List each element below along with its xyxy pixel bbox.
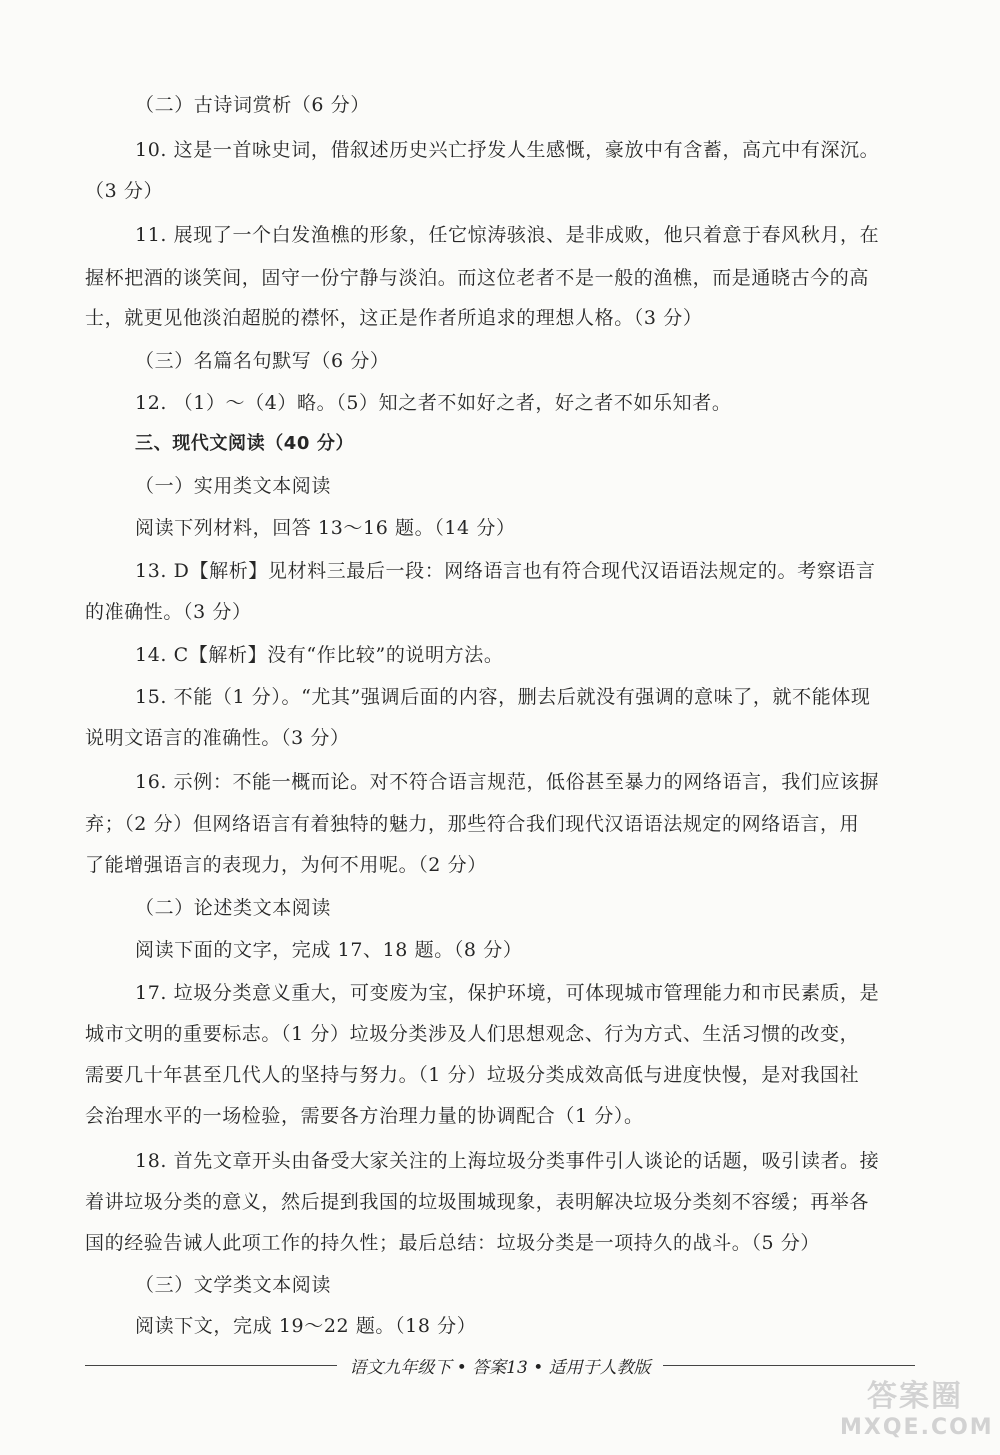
- page-footer: [85, 1352, 915, 1378]
- subsection-heading-dictation: （三）名篇名句默写（6 分）: [135, 350, 390, 372]
- answer-16-line-1: 16. 示例：不能一概而论。对不符合语言规范，低俗甚至暴力的网络语言，我们应该摒: [135, 771, 880, 793]
- section-heading-modern-reading: 三、现代文阅读（40 分）: [135, 433, 355, 454]
- subsection-heading-argumentative: （二）论述类文本阅读: [135, 897, 332, 919]
- answer-10-line-2: （3 分）: [85, 180, 164, 202]
- instruction-17-18: 阅读下面的文字，完成 17、18 题。（8 分）: [135, 939, 523, 961]
- footer-rule-left: [85, 1365, 337, 1366]
- answer-13-line-2: 的准确性。（3 分）: [85, 601, 252, 623]
- instruction-19-22: 阅读下文，完成 19～22 题。（18 分）: [135, 1315, 477, 1337]
- answer-16-line-2: 弃；（2 分）但网络语言有着独特的魅力，那些符合我们现代汉语语法规定的网络语言，用: [85, 813, 860, 835]
- answer-17-line-1: 17. 垃圾分类意义重大，可变废为宝，保护环境，可体现城市管理能力和市民素质，是: [135, 982, 880, 1004]
- answer-18-line-2: 着讲垃圾分类的意义，然后提到我国的垃圾围城现象，表明解决垃圾分类刻不容缓；再举各: [85, 1191, 870, 1213]
- subsection-heading-practical: （一）实用类文本阅读: [135, 475, 332, 497]
- footer-label: 语文九年级下 • 答案13 • 适用于人教版: [349, 1357, 651, 1378]
- answer-16-line-3: 了能增强语言的表现力，为何不用呢。（2 分）: [85, 854, 487, 876]
- answer-11-line-3: 士，就更见他淡泊超脱的襟怀，这正是作者所追求的理想人格。（3 分）: [85, 307, 703, 329]
- answer-17-line-4: 会治理水平的一场检验，需要各方治理力量的协调配合（1 分）。: [85, 1105, 644, 1127]
- answer-18-line-3: 国的经验告诫人此项工作的持久性；最后总结：垃圾分类是一项持久的战斗。（5 分）: [85, 1232, 821, 1254]
- answer-12: 12. （1）～（4）略。（5）知之者不如好之者，好之者不如乐知者。: [135, 392, 732, 414]
- footer-rule-right: [663, 1365, 915, 1366]
- answer-17-line-3: 需要几十年甚至几代人的坚持与努力。（1 分）垃圾分类成效高低与进度快慢，是对我国社: [85, 1064, 860, 1086]
- answer-17-line-2: 城市文明的重要标志。（1 分）垃圾分类涉及人们思想观念、行为方式、生活习惯的改变，: [85, 1023, 860, 1045]
- answer-10-line-1: 10. 这是一首咏史词，借叙述历史兴亡抒发人生感慨，豪放中有含蓄，高亢中有深沉。: [135, 139, 880, 161]
- subsection-heading-poetry: （二）古诗词赏析（6 分）: [135, 94, 370, 116]
- answer-14: 14. C【解析】没有“作比较”的说明方法。: [135, 644, 504, 666]
- answer-11-line-1: 11. 展现了一个白发渔樵的形象，任它惊涛骇浪、是非成败，他只着意于春风秋月，在: [135, 224, 880, 246]
- answer-15-line-1: 15. 不能（1 分）。“尤其”强调后面的内容，删去后就没有强调的意味了，就不能体现: [135, 686, 871, 708]
- subsection-heading-literary: （三）文学类文本阅读: [135, 1274, 332, 1296]
- answer-13-line-1: 13. D【解析】见材料三最后一段：网络语言也有符合现代汉语语法规定的。考察语言: [135, 560, 876, 582]
- site-watermark: [840, 1379, 994, 1447]
- watermark-logo-text: 答案圈: [867, 1379, 963, 1414]
- instruction-13-16: 阅读下列材料，回答 13～16 题。（14 分）: [135, 517, 516, 539]
- watermark-domain: MXQE.COM: [840, 1415, 994, 1440]
- answer-18-line-1: 18. 首先文章开头由备受大家关注的上海垃圾分类事件引人谈论的话题，吸引读者。接: [135, 1150, 880, 1172]
- answer-11-line-2: 握杯把酒的谈笑间，固守一份宁静与淡泊。而这位老者不是一般的渔樵，而是通晓古今的高: [85, 267, 870, 289]
- answer-15-line-2: 说明文语言的准确性。（3 分）: [85, 727, 350, 749]
